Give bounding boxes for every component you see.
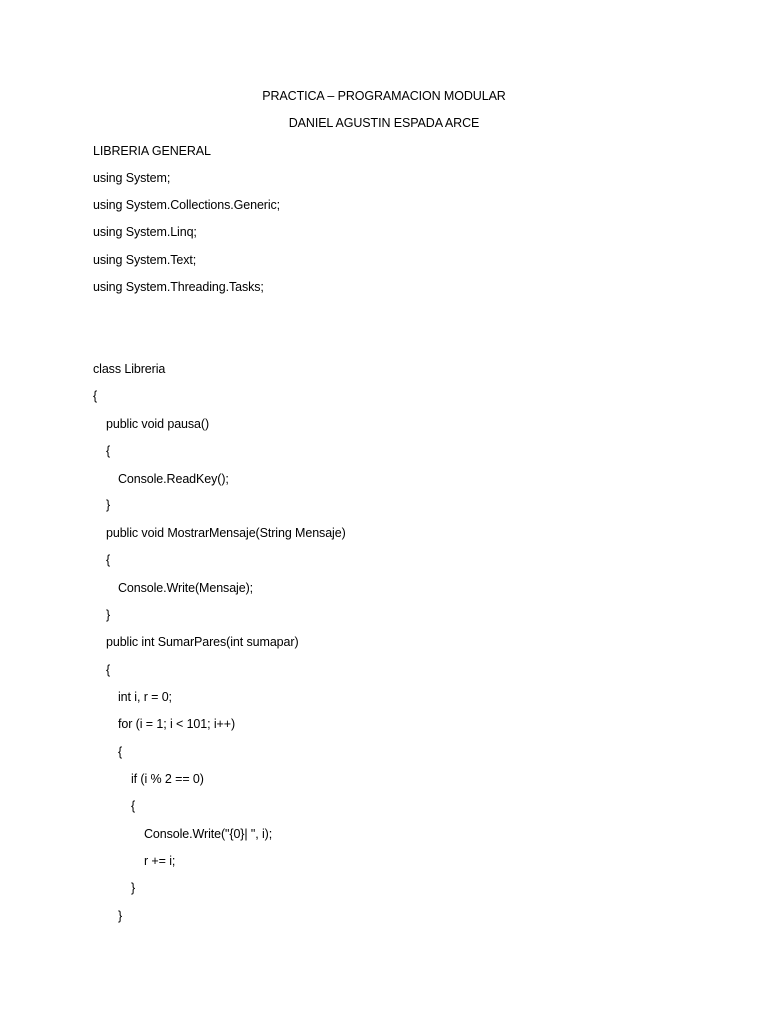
code-line: if (i % 2 == 0) [131, 772, 204, 786]
code-line: public void MostrarMensaje(String Mensaje) [106, 526, 346, 540]
using-line: using System.Linq; [93, 225, 197, 239]
code-line: { [106, 444, 111, 458]
code-line: class Libreria [93, 362, 166, 376]
code-line: { [131, 799, 136, 813]
code-line: } [118, 909, 123, 923]
code-line: { [93, 389, 98, 403]
code-line: } [131, 881, 136, 895]
using-line: using System.Collections.Generic; [93, 198, 281, 212]
code-line: { [106, 553, 111, 567]
using-line: using System.Text; [93, 253, 197, 267]
code-line: public void pausa() [106, 417, 210, 431]
code-line: int i, r = 0; [118, 690, 172, 704]
code-line: { [106, 663, 111, 677]
code-line: { [118, 745, 123, 759]
code-line: r += i; [144, 854, 176, 868]
code-line: } [106, 608, 111, 622]
code-line: Console.ReadKey(); [118, 472, 229, 486]
code-line: Console.Write("{0}| ", i); [144, 827, 273, 841]
document-author: DANIEL AGUSTIN ESPADA ARCE [288, 116, 480, 130]
code-line: public int SumarPares(int sumapar) [106, 635, 299, 649]
using-line: using System; [93, 171, 171, 185]
section-heading: LIBRERIA GENERAL [93, 144, 211, 158]
code-line: for (i = 1; i < 101; i++) [118, 717, 236, 731]
document-title: PRACTICA – PROGRAMACION MODULAR [262, 89, 506, 103]
code-line: } [106, 498, 111, 512]
code-line: Console.Write(Mensaje); [118, 581, 254, 595]
using-line: using System.Threading.Tasks; [93, 280, 264, 294]
